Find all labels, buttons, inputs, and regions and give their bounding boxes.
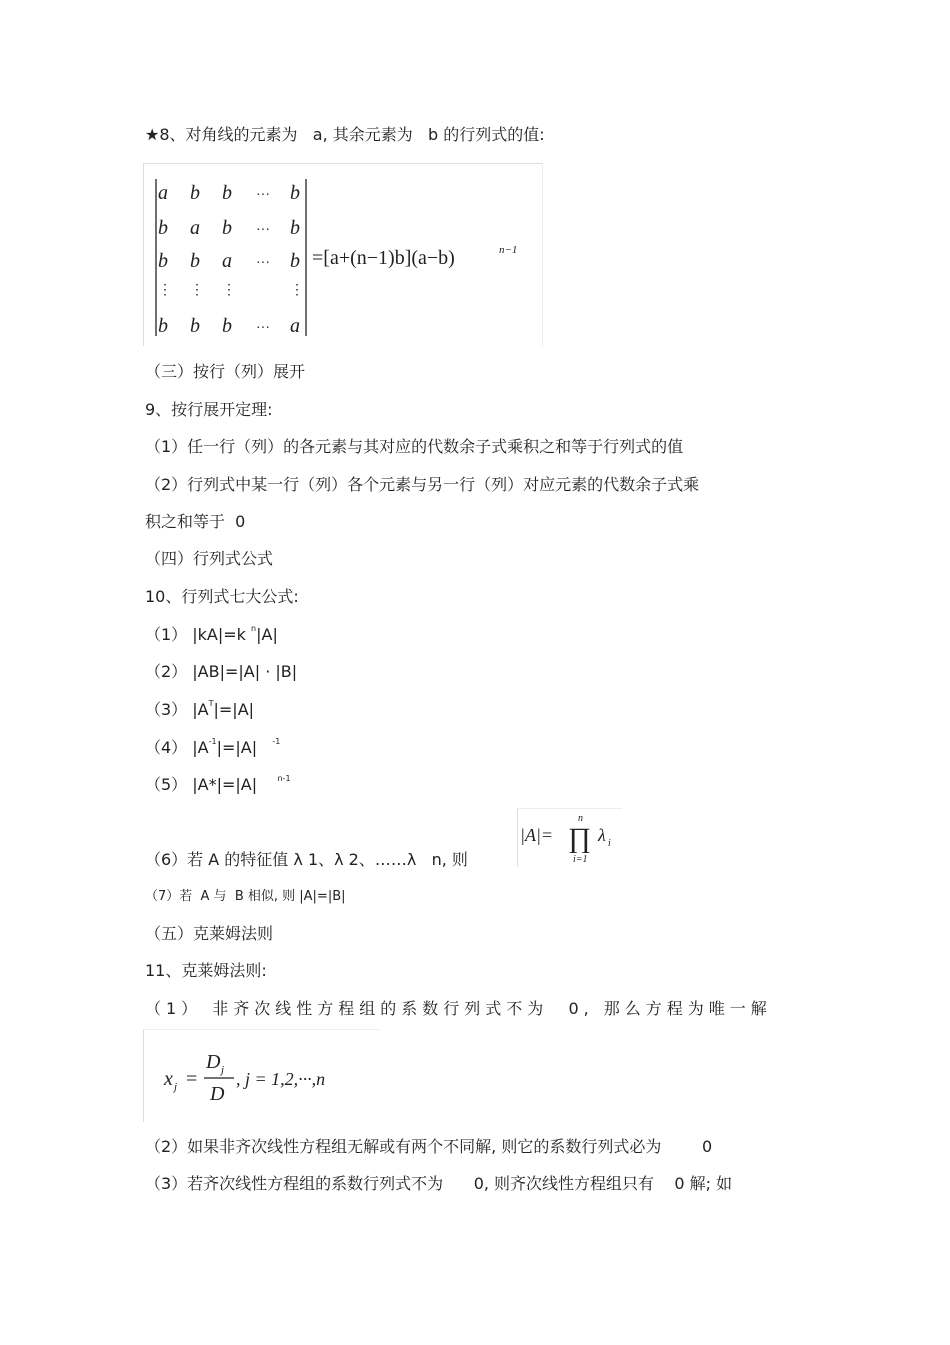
formula-1 (145, 625, 278, 648)
item11-point1: （1） 非齐次线性方程组的系数行列式不为 0, 那么方程为唯一解 (145, 999, 772, 1018)
matrix-cell: b (290, 250, 300, 272)
cramer-index-range: , j = 1,2,···,n (236, 1069, 326, 1089)
formula-5-exponent: n-1 (277, 774, 291, 783)
matrix-cell: b (190, 250, 200, 272)
eigenvalue-subscript: i (608, 838, 611, 849)
determinant-result: =[a+(n−1)b](a−b) (312, 247, 455, 269)
formula-3-exponent: T (208, 699, 214, 708)
product-symbol: ∏ (568, 823, 592, 854)
cramer-x: x (164, 1068, 173, 1090)
formula-4 (145, 738, 280, 761)
matrix-cell: b (222, 315, 232, 337)
item8-title-part2: a, 其余元素为 (312, 125, 413, 144)
item9-point2-line1: （2）行列式中某一行（列）各个元素与另一行（列）对应元素的代数余子式乘 (145, 475, 700, 494)
item8-title (145, 125, 545, 145)
eigenvalue-symbol: λ (598, 825, 606, 845)
formula-3 (145, 700, 254, 723)
matrix-cell: a (190, 217, 200, 239)
matrix-cell: a (290, 315, 300, 337)
formula-7: （7）若 A 与 B 相似, 则 |A|=|B| (145, 889, 346, 904)
item11-point2: （2）如果非齐次线性方程组无解或有两个不同解, 则它的系数行列式必为 0 (145, 1137, 713, 1156)
matrix-cell: b (158, 250, 168, 272)
section-4-heading: （四）行列式公式 (145, 549, 274, 568)
formula-3-rhs: |=|A| (213, 700, 255, 719)
matrix-cell: ··· (256, 223, 270, 238)
formula-2: （2） |AB|=|A| · |B| (145, 662, 298, 681)
formula-1-rhs: |A| (256, 625, 278, 644)
formula-5-lhs: （5） |A*|=|A| (145, 775, 258, 794)
matrix-cell: ··· (256, 256, 270, 271)
product-lower-limit: i=1 (573, 854, 588, 865)
formula-1-lhs: （1） |kA|=k (145, 625, 252, 644)
cramer-numerator-subscript: j (221, 1064, 225, 1076)
formula-6 (145, 850, 468, 870)
matrix-cell: ⋮ (190, 283, 204, 298)
matrix-cell: ⋮ (290, 283, 304, 298)
eigenvalue-product-formula (517, 808, 622, 867)
formula-6-text: （6）若 A 的特征值 λ 1、λ 2、……λ n, 则 (145, 850, 468, 869)
item9-point2-line2: 积之和等于 0 (145, 512, 246, 531)
item11-title: 11、克莱姆法则: (145, 961, 267, 980)
formula-3-lhs: （3） |A (145, 700, 209, 719)
matrix-cell: ··· (256, 188, 270, 203)
section-5-heading: （五）克莱姆法则 (145, 924, 274, 943)
item8-title-part1: ★8、对角线的元素为 (145, 125, 298, 144)
formula-4-exponent: -1 (208, 737, 217, 746)
item9-point1: （1）任一行（列）的各元素与其对应的代数余子式乘积之和等于行列式的值 (145, 437, 684, 456)
determinant-formula-image (143, 163, 543, 346)
eigenvalue-product-svg (518, 809, 622, 867)
matrix-cell: ··· (256, 321, 270, 336)
formula-4-rhs-exponent: -1 (272, 737, 281, 746)
item9-title: 9、按行展开定理: (145, 400, 273, 419)
cramer-x-subscript: j (174, 1081, 178, 1093)
matrix-cell: a (222, 250, 232, 272)
item11-point3: （3）若齐次线性方程组的系数行列式不为 0, 则齐次线性方程组只有 0 解; 如 (145, 1174, 733, 1193)
section-3-heading: （三）按行（列）展开 (145, 362, 306, 381)
matrix-cell: b (290, 217, 300, 239)
matrix-cell: b (158, 217, 168, 239)
formula-5 (145, 775, 291, 798)
item10-title: 10、行列式七大公式: (145, 587, 299, 606)
formula-1-exponent: n (251, 624, 257, 633)
matrix-cell: b (222, 217, 232, 239)
determinant-result-exponent: n−1 (499, 244, 518, 256)
matrix-cell: b (222, 182, 232, 204)
formula-4-rhs: |=|A| (216, 738, 258, 757)
item8-title-part3: b 的行列式的值: (428, 125, 545, 144)
matrix-cell: ⋮ (222, 283, 236, 298)
matrix-cell: ⋮ (158, 283, 172, 298)
formula-6-lhs: |A|= (520, 825, 554, 845)
product-upper-limit: n (578, 813, 583, 824)
matrix-cell: b (190, 315, 200, 337)
determinant-matrix (144, 164, 542, 346)
cramer-denominator: D (210, 1083, 225, 1105)
cramer-formula-image (143, 1029, 380, 1122)
matrix-cell: a (158, 182, 168, 204)
cramer-numerator: D (206, 1051, 221, 1073)
matrix-cell: b (290, 182, 300, 204)
cramer-formula-svg (144, 1030, 380, 1122)
cramer-equals: = (186, 1068, 198, 1090)
formula-4-lhs: （4） |A (145, 738, 209, 757)
matrix-cell: b (190, 182, 200, 204)
matrix-cell: b (158, 315, 168, 337)
